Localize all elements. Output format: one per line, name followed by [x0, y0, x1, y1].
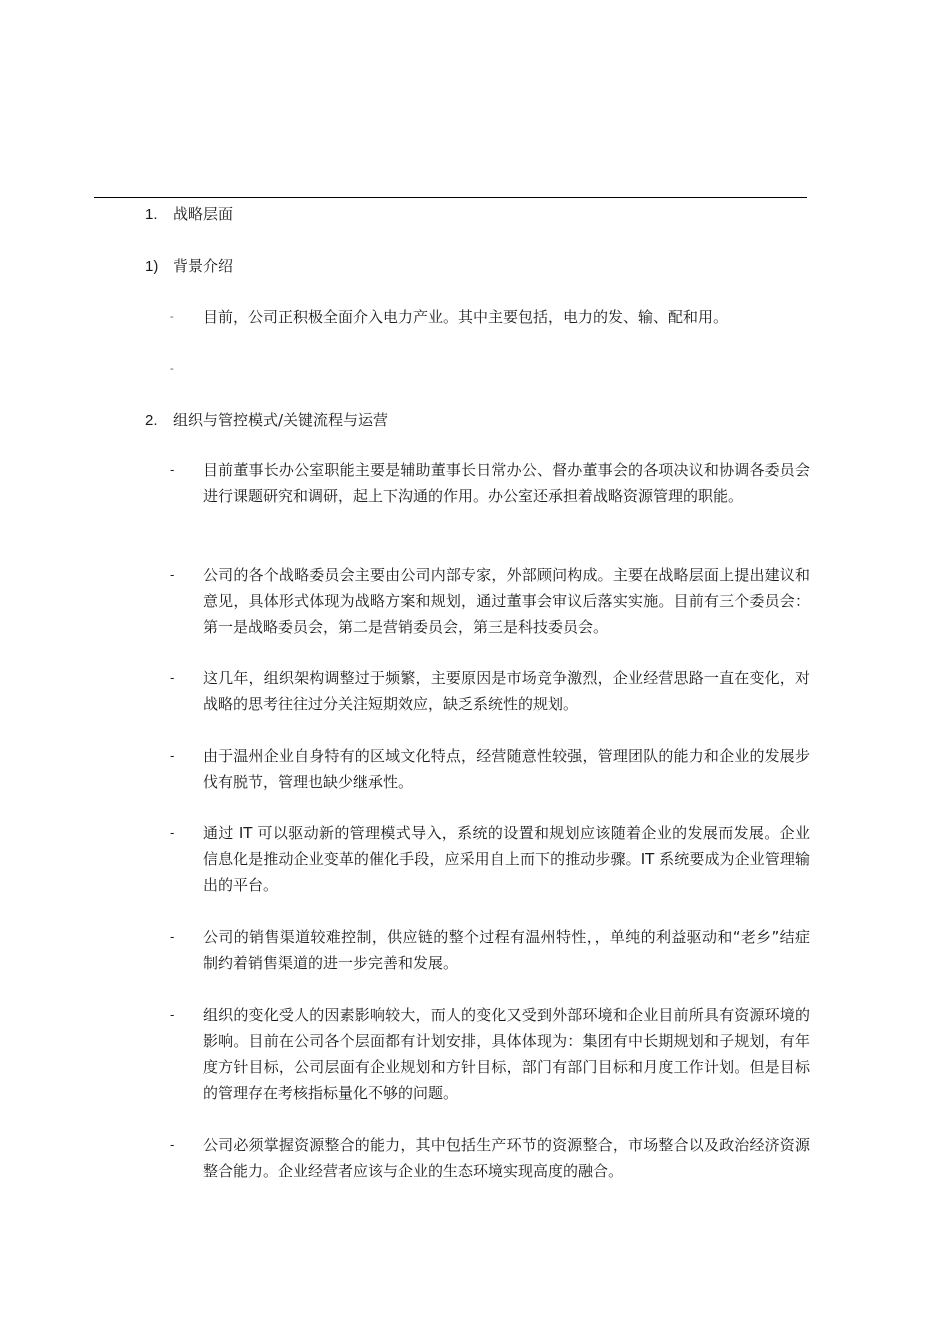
bullet-marker: -	[170, 363, 174, 375]
list-item	[170, 665, 810, 717]
list-item	[170, 743, 810, 795]
list-item-text: 通过 IT 可以驱动新的管理模式导入，系统的设置和规划应该随着企业的发展而发展。企业信息化是推动企业变革的催化手段，应采用自上而下的推动步骤。IT 系统要成为企业管理输出的平台。	[203, 824, 810, 894]
list-item	[170, 924, 810, 976]
section-number: 1)	[145, 258, 159, 275]
list-item	[170, 1002, 810, 1106]
list-item-text: 公司的各个战略委员会主要由公司内部专家，外部顾问构成。主要在战略层面上提出建议和意见，具体形式体现为战略方案和规划，通过董事会审议后落实实施。目前有三个委员会：第一是战略委员会，第二是营销委员会，第三是科技委员会。	[203, 566, 810, 636]
bullet-marker: -	[170, 462, 175, 477]
header-rule	[94, 197, 807, 198]
list-item-text: 公司必须掌握资源整合的能力，其中包括生产环节的资源整合，市场整合以及政治经济资源整合能力。企业经营者应该与企业的生态环境实现高度的融合。	[203, 1136, 810, 1180]
section-title: 组织与管控模式/关键流程与运营	[173, 411, 389, 429]
bullet-marker: -	[170, 748, 175, 763]
list-item	[170, 457, 810, 509]
section-number: 1.	[145, 206, 158, 223]
section-title: 背景介绍	[173, 257, 234, 275]
section-heading-strategy	[145, 204, 233, 225]
section-number: 2.	[145, 412, 158, 429]
list-item	[170, 562, 810, 640]
section-heading-organization	[145, 410, 388, 431]
list-item	[170, 820, 810, 898]
bullet-marker: -	[170, 929, 175, 944]
list-item-text: 由于温州企业自身特有的区域文化特点，经营随意性较强，管理团队的能力和企业的发展步伐有脱节，管理也缺少继承性。	[203, 747, 810, 791]
list-item	[170, 1132, 810, 1184]
bullet-marker: -	[170, 1137, 175, 1152]
bullet-marker: -	[170, 825, 175, 840]
bullet-marker: -	[170, 311, 174, 323]
section-title: 战略层面	[173, 205, 234, 223]
list-item-text: 目前，公司正积极全面介入电力产业。其中主要包括，电力的发、输、配和用。	[203, 308, 729, 326]
bullet-marker: -	[170, 567, 175, 582]
list-item	[170, 304, 810, 330]
list-item-text: 公司的销售渠道较难控制，供应链的整个过程有温州特性，，单纯的利益驱动和“老乡”结症制约着销售渠道的进一步完善和发展。	[203, 928, 810, 972]
list-item-text: 这几年，组织架构调整过于频繁，主要原因是市场竞争激烈，企业经营思路一直在变化，对战略的思考往往过分关注短期效应，缺乏系统性的规划。	[203, 669, 810, 713]
subsection-heading-background	[145, 256, 233, 277]
list-item-text: 目前董事长办公室职能主要是辅助董事长日常办公、督办董事会的各项决议和协调各委员会进行课题研究和调研，起上下沟通的作用。办公室还承担着战略资源管理的职能。	[203, 461, 810, 505]
bullet-marker: -	[170, 670, 175, 685]
bullet-marker: -	[170, 1007, 175, 1022]
list-item-text: 组织的变化受人的因素影响较大，而人的变化又受到外部环境和企业目前所具有资源环境的影响。目前在公司各个层面都有计划安排，具体体现为：集团有中长期规划和子规划，有年度方针目标，公司层面有企业规划和方针目标，部门有部门目标和月度工作计划。但是目标的管理存在考核指标量化不够的问题。	[203, 1006, 810, 1102]
